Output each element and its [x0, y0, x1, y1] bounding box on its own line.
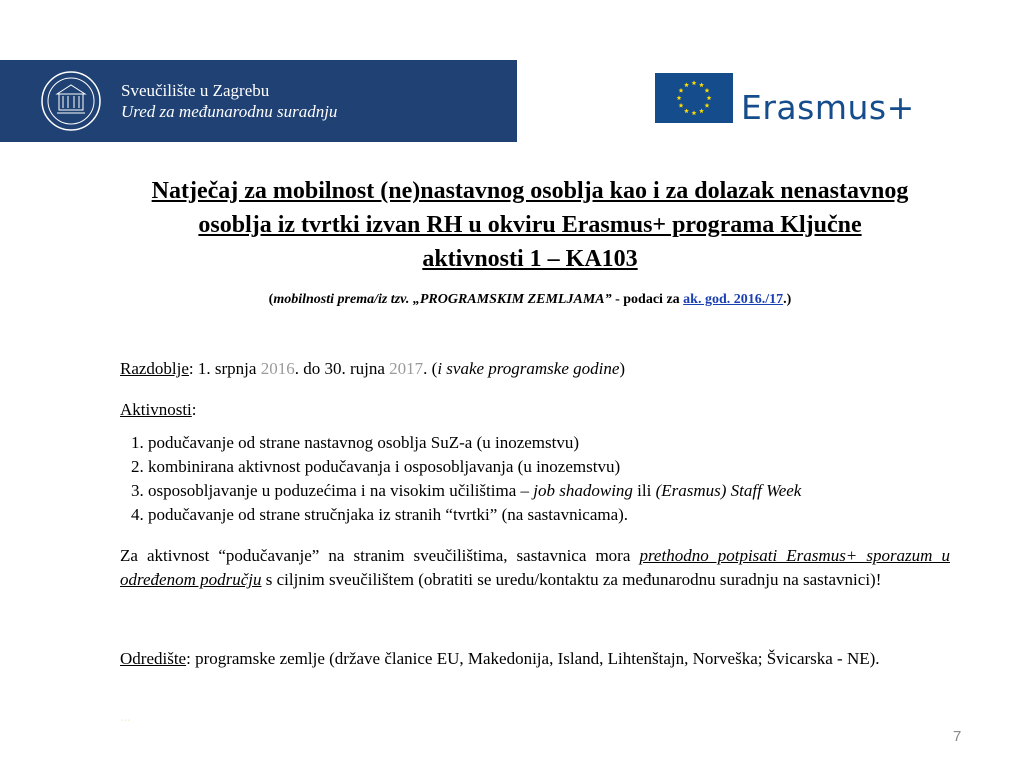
university-banner	[0, 60, 517, 142]
period-label: Razdoblje	[120, 359, 189, 378]
page-title: Natječaj za mobilnost (ne)nastavnog osoblja kao i za dolazak nenastavnog osoblja iz tvrtki izvan RH u okviru Erasmus+ programa Ključne aktivnosti 1 – KA103	[151, 178, 909, 272]
subtitle-open: (	[268, 292, 274, 307]
period-text-2: . do 30. rujna	[294, 359, 390, 378]
period-note: i svake programske godine	[437, 359, 620, 378]
teaching-paragraph	[120, 544, 950, 592]
academic-year-link[interactable]: ak. god. 2016./17	[683, 292, 784, 307]
period-year-1: 2016	[260, 359, 295, 378]
activities-colon: :	[191, 400, 197, 419]
list-item: 2. kombinirana aktivnost podučavanja i osposobljavanja (u inozemstvu)	[131, 457, 621, 476]
office-name: Ured za međunarodnu suradnju	[121, 102, 338, 121]
university-seal-icon	[40, 70, 102, 132]
subtitle-italic: mobilnosti prema/iz tzv. „PROGRAMSKIM ZEMLJAMA”	[273, 292, 612, 307]
destination-label: Odredište	[120, 649, 187, 668]
list-item: 1. podučavanje od strane nastavnog osoblja SuZ-a (u inozemstvu)	[131, 433, 580, 452]
activities-heading	[120, 400, 197, 420]
list-item-italic: (Erasmus) Staff Week	[655, 481, 802, 500]
paragraph-emphasis: prethodno potpisati Erasmus+ sporazum u određenom području	[120, 546, 950, 589]
period-text-3: . (	[423, 359, 438, 378]
destination-text: : programske zemlje (države članice EU, Makedonija, Island, Lihtenštajn, Norveška; Švicarska - NE).	[186, 649, 880, 668]
period-text-1: : 1. srpnja	[188, 359, 261, 378]
subtitle-close: .)	[783, 292, 792, 307]
list-item-italic: job shadowing	[533, 481, 633, 500]
footer-dots: ...	[120, 710, 131, 725]
period-text-4: )	[619, 359, 626, 378]
destination-paragraph	[120, 647, 950, 671]
erasmus-plus-logo: Erasmus+	[741, 88, 915, 127]
activities-list	[131, 431, 801, 527]
eu-flag-icon	[655, 73, 733, 123]
university-name: Sveučilište u Zagrebu	[121, 81, 270, 100]
list-item-text: ili	[632, 481, 656, 500]
period-line	[120, 359, 625, 379]
banner-text	[121, 80, 337, 122]
list-item	[131, 479, 801, 503]
list-item-text: 3. osposobljavanje u poduzećima i na visokim učilištima –	[131, 481, 534, 500]
page-number: 7	[953, 728, 962, 745]
list-item: 4. podučavanje od strane stručnjaka iz stranih “tvrtki” (na sastavnicama).	[131, 505, 629, 524]
subtitle-middle: - podaci za	[611, 292, 684, 307]
subtitle	[150, 292, 910, 308]
activities-label: Aktivnosti	[120, 400, 192, 419]
paragraph-start: Za aktivnost “podučavanje” na stranim sveučilištima, sastavnica mora	[120, 546, 640, 565]
paragraph-end: s ciljnim sveučilištem (obratiti se uredu/kontaktu za međunarodnu suradnju na sastavnici)!	[261, 570, 882, 589]
period-year-2: 2017	[389, 359, 424, 378]
